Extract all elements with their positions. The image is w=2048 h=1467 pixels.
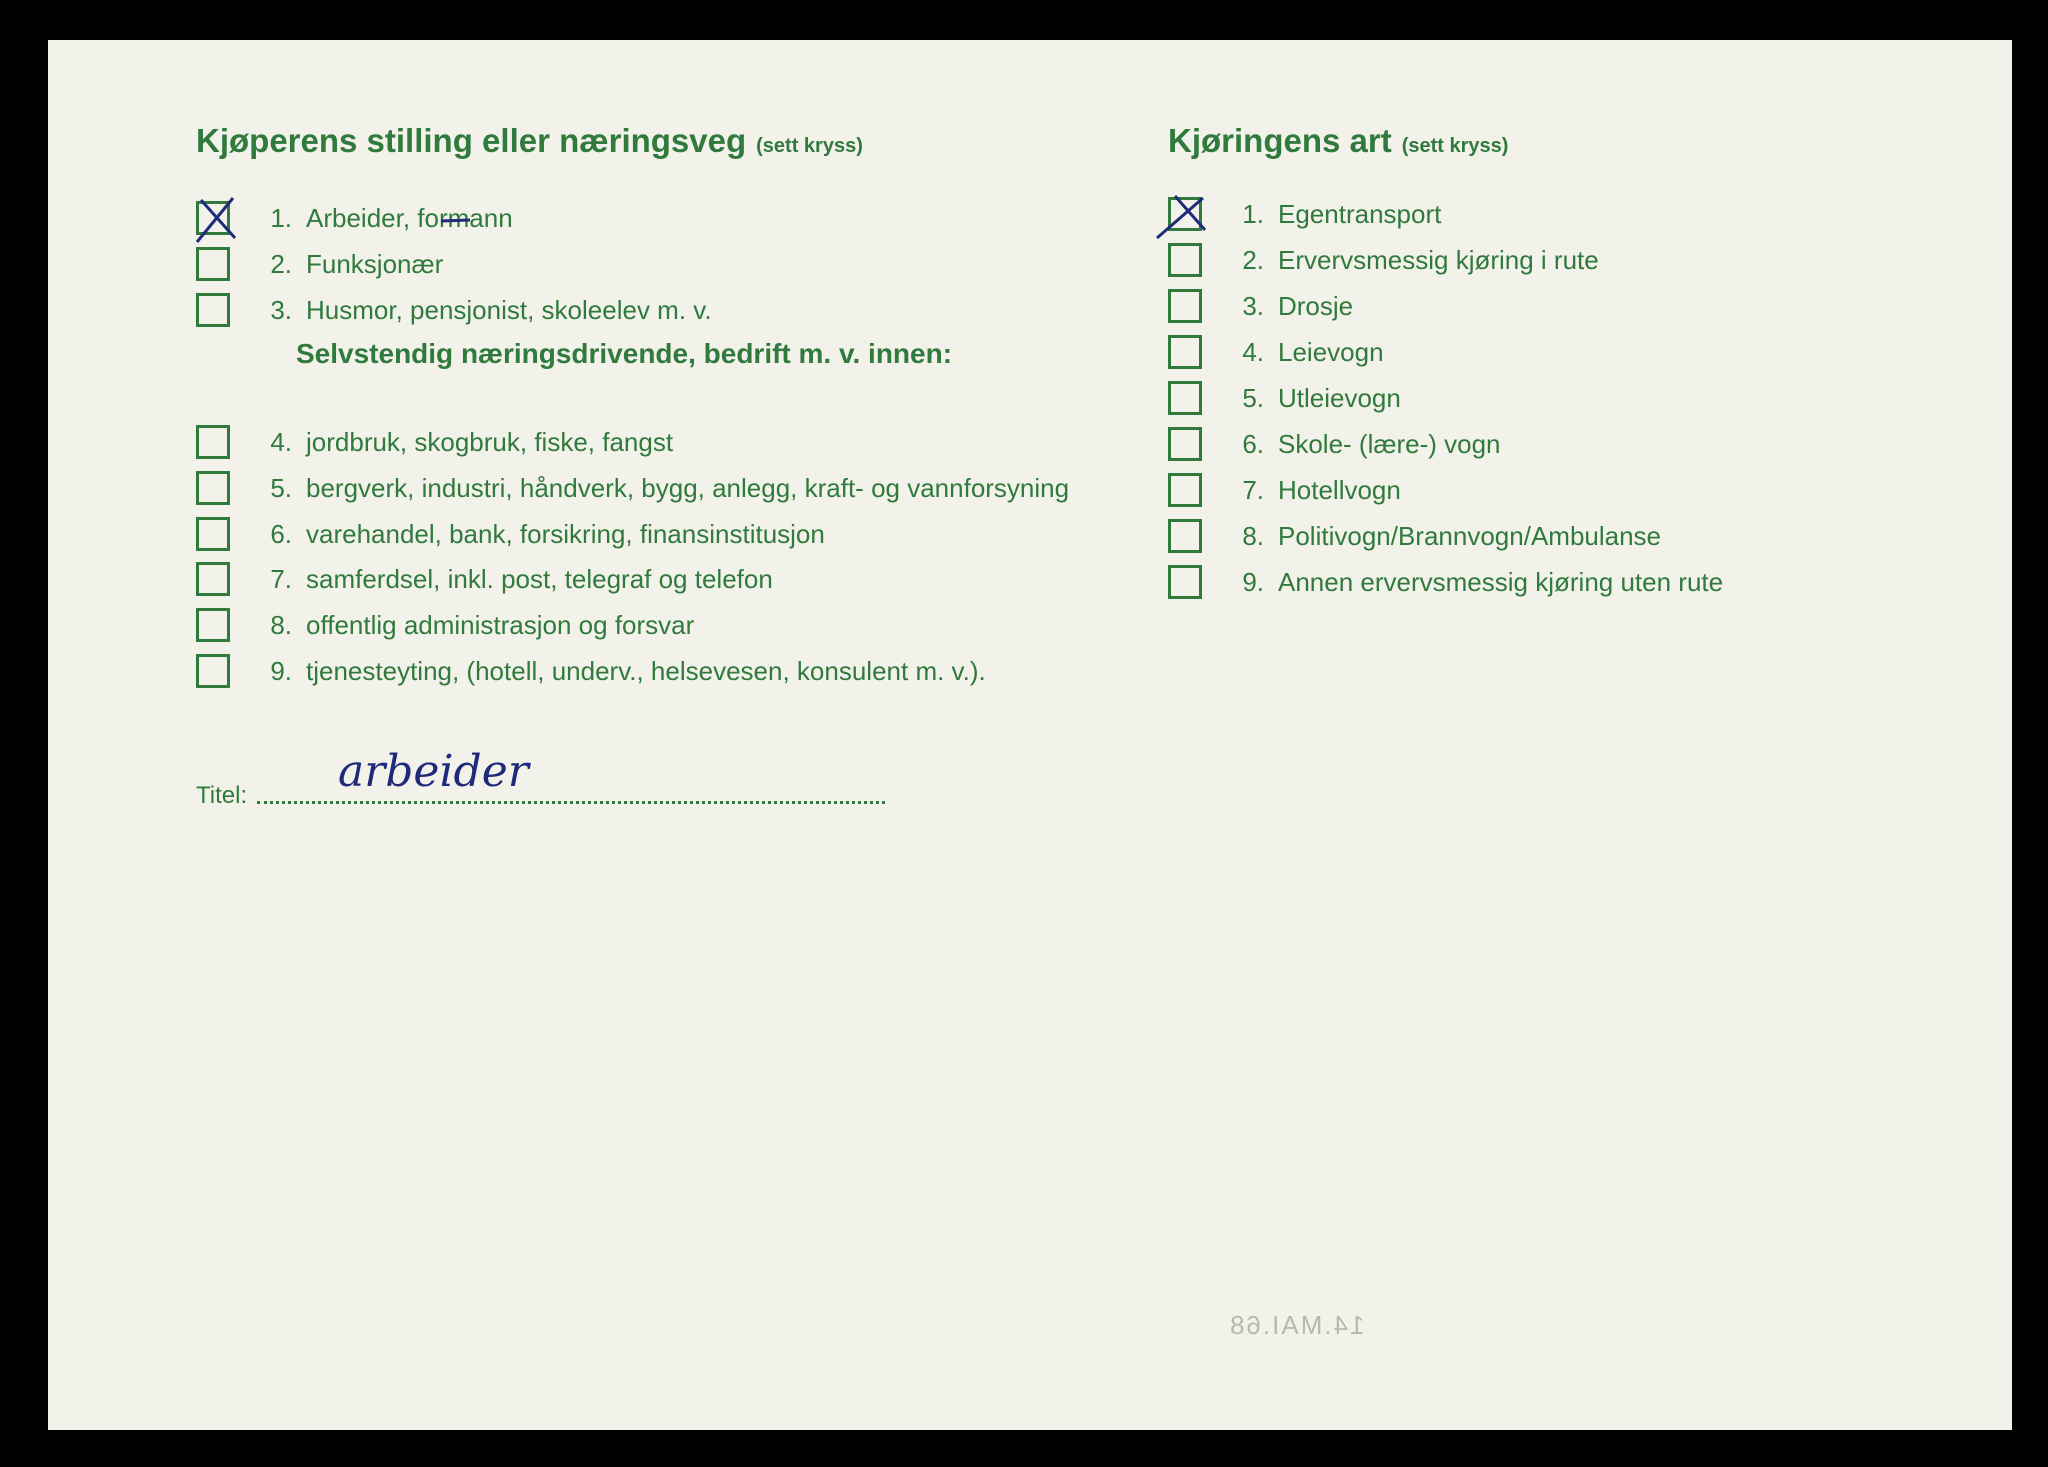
option-number: 6. bbox=[1242, 428, 1264, 459]
checkbox[interactable] bbox=[196, 654, 230, 688]
option-label: Husmor, pensjonist, skoleelev m. v. bbox=[306, 294, 712, 325]
option-number: 8. bbox=[1242, 520, 1264, 551]
option-label: Politivogn/Brannvogn/Ambulanse bbox=[1278, 520, 1662, 551]
titel-handwritten-value: arbeider bbox=[338, 746, 529, 797]
checkbox[interactable] bbox=[196, 293, 230, 327]
checkbox[interactable] bbox=[196, 562, 230, 596]
option-row-leievogn[interactable] bbox=[1168, 332, 1384, 372]
heading-text: Kjøringens art bbox=[1168, 122, 1392, 159]
checkbox[interactable] bbox=[1168, 473, 1202, 507]
cross-mark-icon bbox=[191, 194, 243, 246]
checkbox[interactable] bbox=[196, 608, 230, 642]
option-number: 7. bbox=[1242, 474, 1264, 505]
buyer-occupation-heading bbox=[196, 122, 863, 160]
label-part: nn bbox=[483, 202, 513, 233]
struck-text: rma bbox=[438, 202, 484, 233]
checkbox[interactable] bbox=[1168, 565, 1202, 599]
option-number: 8. bbox=[270, 609, 292, 640]
checkbox-checked[interactable] bbox=[196, 201, 230, 235]
checkbox[interactable] bbox=[1168, 289, 1202, 323]
option-row-annen-kjoring[interactable] bbox=[1168, 562, 1723, 602]
option-row-drosje[interactable] bbox=[1168, 286, 1353, 326]
option-label: Annen ervervsmessig kjøring uten rute bbox=[1278, 566, 1724, 597]
option-row-funksjonaer[interactable] bbox=[196, 244, 443, 284]
option-label: Drosje bbox=[1278, 290, 1354, 321]
option-label bbox=[306, 203, 513, 234]
driving-type-heading bbox=[1168, 122, 1508, 160]
checkbox[interactable] bbox=[1168, 519, 1202, 553]
option-row-politivogn[interactable] bbox=[1168, 516, 1661, 556]
self-employed-subheading: Selvstendig næringsdrivende, bedrift m. v. innen: bbox=[296, 338, 953, 369]
option-row-hotellvogn[interactable] bbox=[1168, 470, 1401, 510]
checkbox[interactable] bbox=[196, 471, 230, 505]
option-label: Funksjonær bbox=[306, 248, 444, 279]
checkbox[interactable] bbox=[196, 425, 230, 459]
option-row-tjenesteyting[interactable] bbox=[196, 651, 986, 691]
option-number: 2. bbox=[1242, 244, 1264, 275]
option-number: 5. bbox=[270, 472, 292, 503]
option-number: 9. bbox=[1242, 566, 1264, 597]
option-label: samferdsel, inkl. post, telegraf og telefon bbox=[306, 563, 773, 594]
heading-note: (sett kryss) bbox=[1401, 135, 1509, 157]
checkbox[interactable] bbox=[196, 517, 230, 551]
option-row-varehandel[interactable] bbox=[196, 514, 825, 554]
option-number: 4. bbox=[1242, 336, 1264, 367]
option-row-jordbruk[interactable] bbox=[196, 422, 673, 462]
option-number: 2. bbox=[270, 248, 292, 279]
option-number: 1. bbox=[1242, 198, 1264, 229]
option-label: Ervervsmessig kjøring i rute bbox=[1278, 244, 1599, 275]
titel-dotted-line bbox=[257, 799, 885, 804]
form-sheet bbox=[48, 40, 2012, 1430]
option-label: offentlig administrasjon og forsvar bbox=[306, 609, 695, 640]
titel-field[interactable] bbox=[196, 782, 885, 810]
checkbox[interactable] bbox=[1168, 335, 1202, 369]
option-row-egentransport[interactable] bbox=[1168, 194, 1441, 234]
checkbox-checked[interactable] bbox=[1168, 197, 1202, 231]
heading-text: Kjøperens stilling eller næringsveg bbox=[196, 122, 747, 159]
option-number: 9. bbox=[270, 655, 292, 686]
option-row-skolevogn[interactable] bbox=[1168, 424, 1501, 464]
checkbox[interactable] bbox=[1168, 427, 1202, 461]
checkbox[interactable] bbox=[1168, 243, 1202, 277]
option-row-offentlig[interactable] bbox=[196, 605, 694, 645]
option-label: varehandel, bank, forsikring, finansinstitusjon bbox=[306, 518, 825, 549]
option-number: 7. bbox=[270, 563, 292, 594]
option-label: jordbruk, skogbruk, fiske, fangst bbox=[306, 426, 674, 457]
checkbox[interactable] bbox=[196, 247, 230, 281]
option-label: Egentransport bbox=[1278, 198, 1442, 229]
option-label: tjenesteyting, (hotell, underv., helsevesen, konsulent m. v.). bbox=[306, 655, 986, 686]
option-label: bergverk, industri, håndverk, bygg, anlegg, kraft- og vannforsyning bbox=[306, 472, 1070, 503]
option-number: 1. bbox=[270, 202, 292, 233]
option-label: Hotellvogn bbox=[1278, 474, 1401, 505]
option-row-ervervsmessig-rute[interactable] bbox=[1168, 240, 1599, 280]
option-row-utleievogn[interactable] bbox=[1168, 378, 1401, 418]
option-label: Utleievogn bbox=[1278, 382, 1401, 413]
heading-note: (sett kryss) bbox=[756, 135, 863, 157]
option-row-bergverk[interactable] bbox=[196, 468, 1069, 508]
option-number: 3. bbox=[1242, 290, 1264, 321]
option-number: 3. bbox=[270, 294, 292, 325]
cross-mark-icon bbox=[1163, 190, 1215, 242]
checkbox[interactable] bbox=[1168, 381, 1202, 415]
option-label: Leievogn bbox=[1278, 336, 1384, 367]
option-row-arbeider[interactable] bbox=[196, 198, 513, 238]
option-number: 4. bbox=[270, 426, 292, 457]
option-number: 6. bbox=[270, 518, 292, 549]
faint-stamp: 14.MAI.68 bbox=[1228, 1310, 1365, 1340]
option-row-husmor[interactable] bbox=[196, 290, 712, 330]
option-number: 5. bbox=[1242, 382, 1264, 413]
option-label: Skole- (lære-) vogn bbox=[1278, 428, 1501, 459]
titel-label: Titel: bbox=[196, 782, 248, 809]
option-row-samferdsel[interactable] bbox=[196, 559, 773, 599]
label-part: Arbeider, fo bbox=[306, 202, 439, 233]
